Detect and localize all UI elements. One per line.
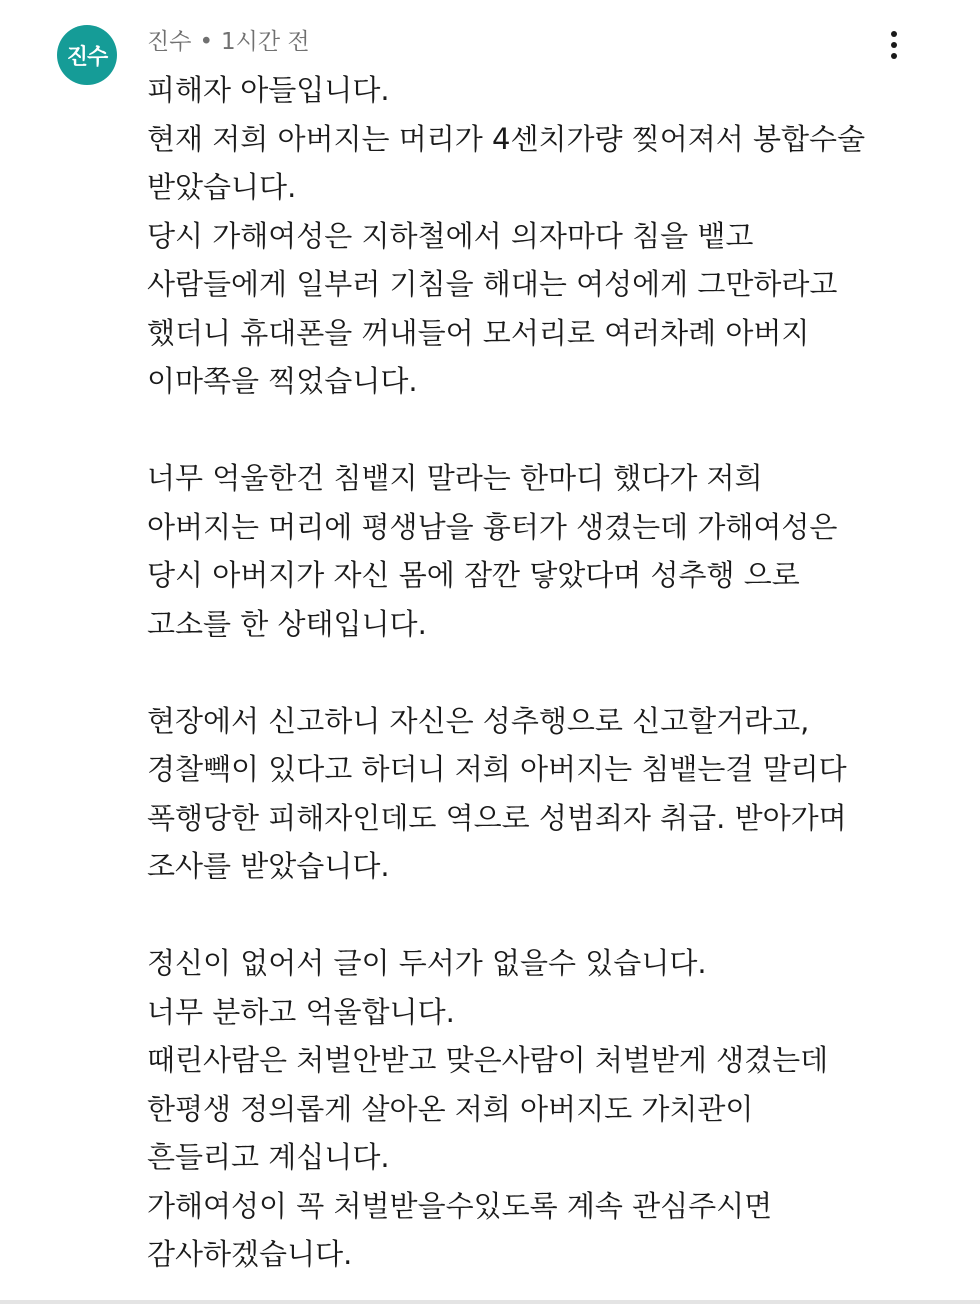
comment-line: 이마쪽을 찍었습니다. (147, 364, 418, 398)
comment-line: 감사하겠습니다. (147, 1237, 353, 1271)
more-vert-icon (891, 42, 897, 48)
divider (0, 1300, 980, 1304)
avatar[interactable] (57, 25, 117, 85)
comment-line: 피해자 아들입니다. (147, 73, 390, 107)
comment-line: 현재 저희 아버지는 머리가 4센치가량 찢어져서 봉합수술 (147, 121, 866, 156)
comment-line: 폭행당한 피해자인데도 역으로 성범죄자 취급. 받아가며 (147, 800, 847, 835)
comment-line: 경찰빽이 있다고 하더니 저희 아버지는 침뱉는걸 말리다 (147, 752, 847, 786)
comment-line: 때린사람은 처벌안받고 맞은사람이 처벌받게 생겼는데 (147, 1043, 829, 1077)
comment-blank-line (147, 648, 947, 697)
comment-blank-line (147, 406, 947, 455)
comment-line: 현장에서 신고하니 자신은 성추행으로 신고할거라고, (147, 703, 810, 738)
meta-separator: • (199, 29, 214, 55)
author-name[interactable]: 진수 (147, 29, 192, 55)
comment-meta (147, 26, 310, 58)
comment-line: 당시 가해여성은 지하철에서 의자마다 침을 뱉고 (147, 218, 754, 253)
comment-line: 아버지는 머리에 평생남을 흉터가 생겼는데 가해여성은 (147, 509, 838, 544)
comment-line: 정신이 없어서 글이 두서가 없을수 있습니다. (147, 946, 707, 980)
comment-line: 사람들에게 일부러 기침을 해대는 여성에게 그만하라고 (147, 267, 838, 301)
avatar-initials: 진수 (66, 44, 108, 70)
comment-line: 고소를 한 상태입니다. (147, 606, 427, 641)
comment-blank-line (147, 891, 947, 940)
comment-line: 조사를 받았습니다. (147, 849, 390, 883)
comment-line: 흔들리고 계십니다. (147, 1140, 390, 1174)
comment-line: 가해여성이 꼭 처벌받을수있도록 계속 관심주시면 (147, 1188, 773, 1223)
comment-line: 받았습니다. (147, 170, 297, 204)
comment-line: 당시 아버지가 자신 몸에 잠깐 닿았다며 성추행 으로 (147, 558, 800, 592)
comment-body (147, 66, 947, 1279)
comment-line: 너무 억울한건 침뱉지 말라는 한마디 했다가 저희 (147, 461, 763, 495)
more-options-button[interactable] (880, 26, 908, 64)
comment-line: 너무 분하고 억울합니다. (147, 994, 455, 1029)
comment-line: 했더니 휴대폰을 꺼내들어 모서리로 여러차례 아버지 (147, 315, 810, 350)
comment-line: 한평생 정의롭게 살아온 저희 아버지도 가치관이 (147, 1091, 754, 1126)
comment-timestamp: 1시간 전 (221, 29, 310, 55)
more-vert-icon (891, 53, 897, 59)
more-vert-icon (891, 31, 897, 37)
